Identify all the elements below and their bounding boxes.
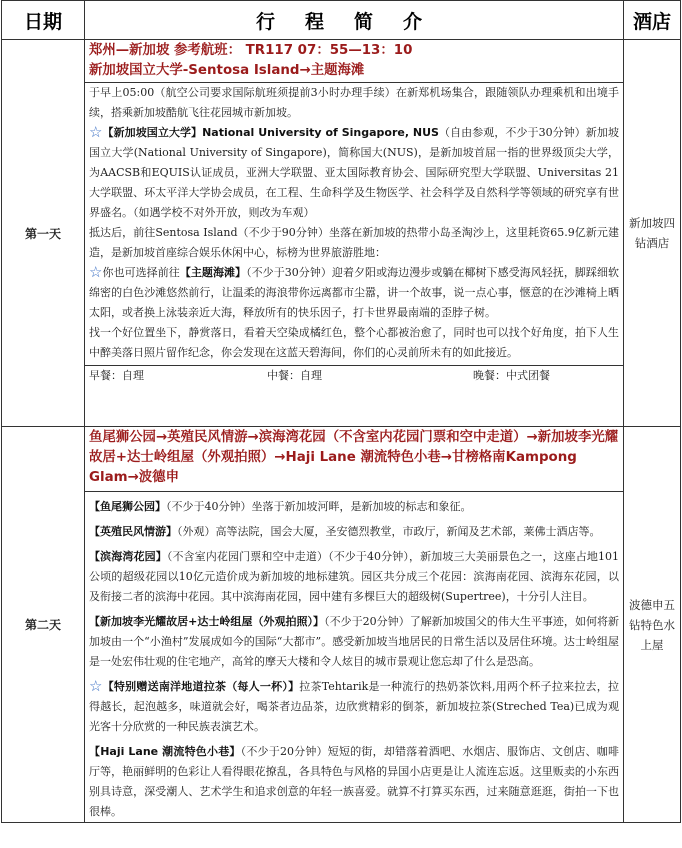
- meal-breakfast: 早餐：自理: [89, 369, 144, 382]
- day1-paragraph-sunset: 找一个好位置坐下，静赏落日，看着天空染成橘红色，整个心都被治愈了，同时也可以找个好角度，拍下人生中醉美落日照片留作纪念，你会发现在这蓝天碧海间，你们的心灵前所未有的如此接近。: [89, 326, 619, 359]
- colonial-paragraph: [89, 522, 619, 542]
- haji-lane-paragraph: [89, 742, 619, 822]
- colonial-text: （外观）高等法院，国会大厦，圣安德烈教堂，市政厅，新闻及艺术部，莱佛士酒店等。: [177, 525, 601, 538]
- beach-title: 【主题海滩】: [179, 266, 247, 279]
- beach-pre: 你也可选择前往: [102, 266, 180, 279]
- day1-paragraph-sentosa: 抵达后，前往Sentosa Island（不少于90分钟）坐落在新加坡的热带小岛圣淘沙上，这里耗资65.9亿新元建造，是新加坡首座综合娱乐休闲中心，标榜为世界旅游胜地：: [89, 226, 619, 259]
- lky-title: 【新加坡李光耀故居+达士岭组屋（外观拍照）】: [89, 615, 325, 628]
- lky-text: （不少于20分钟）了解新加坡国父的伟大生平事迹，如何将新加坡由一个“小渔村”发展成如今的国际“大都市”。感受新加坡当地居民的日常生活以及居住环境。达士岭组屋是一处宏伟壮观的住宅地产，高耸的摩天大楼和令人炫目的城市景观让您忘却了什么是恐高。: [89, 615, 619, 668]
- day1-paragraph-beach: [89, 263, 619, 323]
- header-itinerary: 行程简介: [85, 1, 624, 40]
- gardens-title: 【滨海湾花园】: [89, 550, 167, 563]
- day1-route-line2: 新加坡国立大学-Sentosa Island→主题海滩: [89, 63, 365, 78]
- day2-row: [2, 427, 681, 823]
- star-outline-icon: ☆: [89, 123, 103, 141]
- teh-tarik-paragraph: [89, 677, 619, 737]
- lky-paragraph: [89, 612, 619, 672]
- beach-text: （不少于30分钟）迎着夕阳或海边漫步或躺在椰树下感受海风轻抚，脚踩细软绵密的白色沙滩悠然前行，让温柔的海浪带你远离都市尘嚣，讲一个故事，说一点心事，惬意的在沙滩椅上晒太阳，或者换上泳装亲近大海，释放所有的快乐因子，打卡世界最南端的歪脖子树。: [89, 266, 620, 319]
- colonial-title: 【英殖民风情游】: [89, 525, 177, 538]
- header-hotel: 酒店: [624, 1, 681, 40]
- day1-hotel: 新加坡四钻酒店: [624, 40, 681, 427]
- day2-route: 鱼尾狮公园→英殖民风情游→滨海湾花园（不含室内花园门票和空中走道）→新加坡李光耀故居+达士岭组屋（外观拍照）→Haji Lane 潮流特色小巷→甘榜格南Kampong Glam→波德申: [89, 430, 619, 485]
- day2-label: 第二天: [2, 427, 85, 823]
- tea-text: 拉茶Tehtarik是一种流行的热奶茶饮料,用两个杯子拉来拉去，拉得越长，起泡越多，味道就会好，喝茶者边品茶，边欣赏精彩的倒茶，新加坡拉茶(Streched Tea)已成为观光客十分欣赏的一种民族表演艺术。: [89, 680, 619, 733]
- header-date: 日期: [2, 1, 85, 40]
- day1-itinerary: [85, 40, 624, 427]
- header-row: [2, 1, 681, 40]
- nus-title: 【新加坡国立大学】National University of Singapore, NUS: [102, 126, 439, 139]
- tea-title: 【特别赠送南洋地道拉茶（每人一杯）】: [102, 680, 300, 693]
- divider: [85, 491, 623, 492]
- star-outline-icon: ☆: [89, 263, 103, 281]
- day1-paragraph-nus: [89, 123, 619, 223]
- haji-text: （不少于20分钟）短短的街，却错落着酒吧、水烟店、服饰店、文创店、咖啡厅等，艳丽鲜明的色彩让人看得眼花撩乱，各具特色与风格的异国小店更是让人流连忘返。这里贩卖的小东西别具诗意，深受潮人、艺术学生和追求创意的年轻一族喜爱。就算不打算买东西，过来随意逛逛，街拍一下也很棒。: [89, 745, 619, 818]
- meal-dinner: 晚餐：中式团餐: [473, 369, 550, 382]
- merlion-text: （不少于40分钟）坐落于新加坡河畔，是新加坡的标志和象征。: [166, 500, 472, 513]
- itinerary-table: [1, 0, 681, 823]
- day1-meals: [85, 365, 623, 385]
- day1-route-line1: 郑州—新加坡 参考航班： TR117 07：55—13：10: [89, 43, 413, 58]
- day2-hotel: 波德申五钻特色水上屋: [624, 427, 681, 823]
- day1-route: [89, 40, 619, 82]
- merlion-title: 【鱼尾狮公园】: [89, 500, 166, 513]
- haji-title: 【Haji Lane 潮流特色小巷】: [89, 745, 241, 758]
- nus-text: （自由参观，不少于30分钟）新加坡国立大学(National University of Singapore)，简称国大(NUS)，是新加坡首屈一指的世界级顶尖大学，为AACSB和EQUIS认证成员，亚洲大学联盟、亚太国际教育协会、国际研究型大学联盟、Universitas 21大学联盟、环太平洋大学协会成员，在工程、生命科学及生物医学、社会科学及自然科学等领域的研究享有世界盛名。（如遇学校不对外开放，则改为车观）: [89, 126, 619, 219]
- gardens-text: （不含室内花园门票和空中走道）（不少于40分钟），新加坡三大美丽景色之一，这座占地101公顷的超级花园以10亿元造价成为新加坡的地标建筑。园区共分成三个花园：滨海南花园、滨海东花园，以及衔接二者的滨海中花园。其中滨海南花园，园中建有多棵巨大的超级树(Supertree)，十分引人注目。: [89, 550, 619, 603]
- star-outline-icon: ☆: [89, 677, 103, 695]
- merlion-paragraph: [89, 497, 619, 517]
- day1-row: [2, 40, 681, 427]
- meal-lunch: 中餐：自理: [267, 369, 322, 382]
- day2-itinerary: [85, 427, 624, 823]
- gardens-paragraph: [89, 547, 619, 607]
- day1-label: 第一天: [2, 40, 85, 427]
- day1-paragraph-departure: 于早上05:00（航空公司要求国际航班须提前3小时办理手续）在新郑机场集合，跟随领队办理乘机和出境手续，搭乘新加坡酷航飞往花园城市新加坡。: [89, 86, 619, 119]
